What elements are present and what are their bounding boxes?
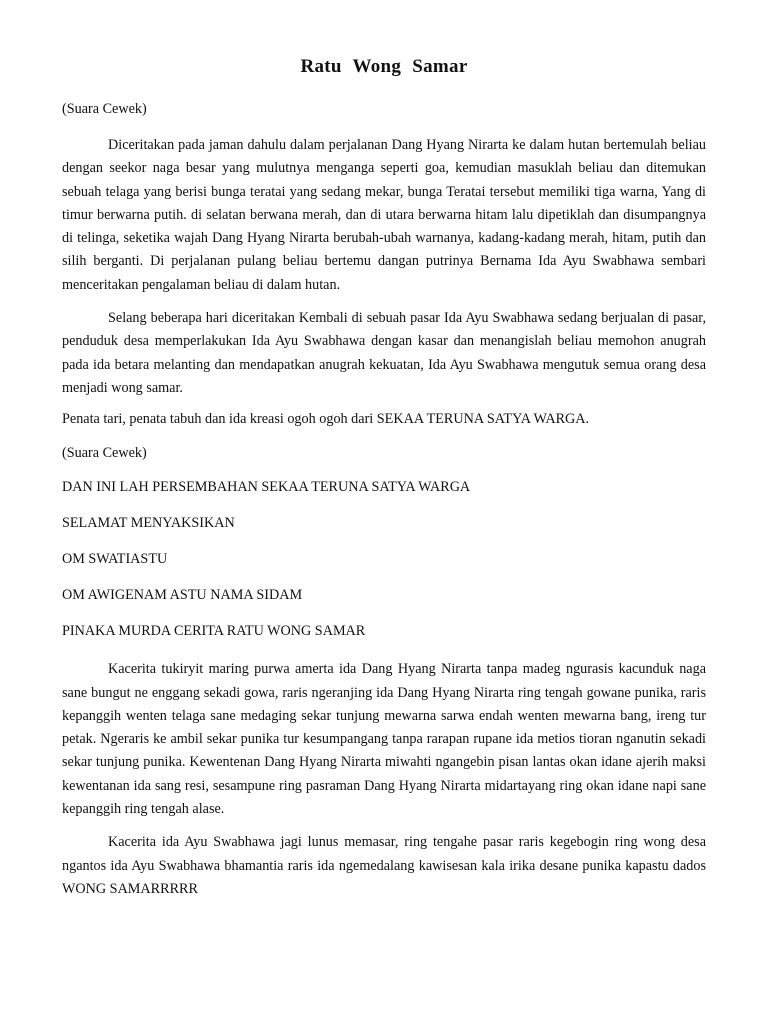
voice-label: (Suara Cewek) [62, 445, 147, 462]
story-paragraph: Diceritakan pada jaman dahulu dalam perjalanan Dang Hyang Nirarta ke dalam hutan bertemulah beliau dengan seekor naga besar yang mulutnya menganga seperti goa, kemudian masuklah beliau dan ditemukan sebuah telaga yang berisi bunga teratai yang sedang mekar, bunga Teratai tersebut memiliki tiga warna, Yang di timur berwarna putih. di selatan berwana merah, dan di utara berwarna hitam lalu dipetiklah dan disumpangnya di telinga, seketika wajah Dang Hyang Nirarta berubah-ubah warnanya, kadang-kadang merah, hitam, putih dan silih berganti. Di perjalanan pulang beliau bertemu dangan putrinya Bernama Ida Ayu Swabhawa sembari menceritakan pengalaman beliau di dalam hutan. [62, 137, 706, 293]
announcement-line: OM AWIGENAM ASTU NAMA SIDAM [62, 587, 303, 604]
announcement-line: OM SWATIASTU [62, 551, 168, 568]
announcement-line: PINAKA MURDA CERITA RATU WONG SAMAR [62, 623, 366, 640]
story-paragraph: Selang beberapa hari diceritakan Kembali di sebuah pasar Ida Ayu Swabhawa sedang berjualan di pasar, penduduk desa memperlakukan Ida Ayu Swabhawa dengan kasar dan menangislah beliau memohon anugrah pada ida betara melanting dan mendapatkan anugrah kekuatan, Ida Ayu Swabhawa mengutuk semua orang desa menjadi wong samar. [62, 310, 706, 396]
story-paragraph: Kacerita tukiryit maring purwa amerta ida Dang Hyang Nirarta tanpa madeg ngurasis kacunduk naga sane bungut ne enggang sekadi gowa, raris ngeranjing ida Dang Hyang Nirarta ring tengah gowane punika, raris kepanggih wenten telaga sane medaging sekar tunjung mewarna sarwa endah wenten mewarna bang, ireng tur petak. Ngeraris ke ambil sekar punika tur kesumpangang tanpa rarapan rupane ida metios tioran nganutin sekadi sekar tunjung punika. Kewentenan Dang Hyang Nirarta miwahti ngangebin pisan lantas okan idane ajerih maksi kewentanan ida sang resi, sesampune ring pasraman Dang Hyang Nirarta midartayang ring okan idane napi sane kepanggih ring tengah alase. [62, 661, 706, 818]
document-title: Ratu Wong Samar [300, 56, 468, 77]
credits-line: Penata tari, penata tabuh dan ida kreasi ogoh ogoh dari SEKAA TERUNA SATYA WARGA. [62, 411, 590, 428]
announcement-line: SELAMAT MENYAKSIKAN [62, 515, 235, 532]
story-paragraph: Kacerita ida Ayu Swabhawa jagi lunus memasar, ring tengahe pasar raris kegebogin ring wong desa ngantos ida Ayu Swabhawa bhamantia raris ida ngemedalang kawisesan kala irika desane punika kapastu dados WONG SAMARRRRR [62, 834, 706, 897]
announcement-line: DAN INI LAH PERSEMBAHAN SEKAA TERUNA SATYA WARGA [62, 479, 471, 496]
voice-label: (Suara Cewek) [62, 101, 147, 117]
